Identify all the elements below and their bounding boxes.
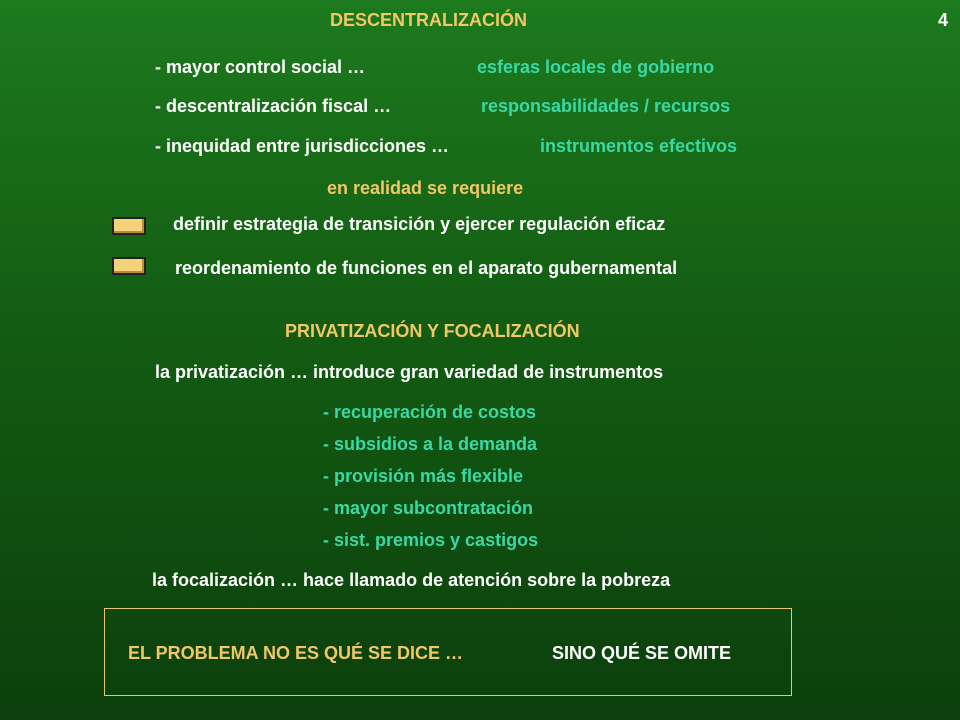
bullet-box-icon [112,217,146,235]
item-1-left: - mayor control social … [155,57,366,77]
bullet-box-icon [112,257,146,275]
instrument-4: - mayor subcontratación [323,498,534,518]
subheading-requiere: en realidad se requiere [327,178,524,198]
section-title-privatizacion: PRIVATIZACIÓN Y FOCALIZACIÓN [285,321,580,341]
item-3-right: instrumentos efectivos [540,136,738,156]
conclusion-part-2: SINO QUÉ SE OMITE [552,643,732,663]
instrument-5: - sist. premios y castigos [323,530,539,550]
conclusion-part-1: EL PROBLEMA NO ES QUÉ SE DICE … [128,643,464,663]
instrument-3: - provisión más flexible [323,466,524,486]
action-2: reordenamiento de funciones en el aparato gubernamental [175,258,678,278]
instrument-1: - recuperación de costos [323,402,537,422]
item-1-right: esferas locales de gobierno [477,57,715,77]
focalizacion-text: la focalización … hace llamado de atención sobre la pobreza [152,570,671,590]
item-2-right: responsabilidades / recursos [481,96,731,116]
section-title-descentralizacion: DESCENTRALIZACIÓN [330,10,527,30]
privatizacion-intro: la privatización … introduce gran variedad de instrumentos [155,362,664,382]
action-1: definir estrategia de transición y ejercer regulación eficaz [173,214,666,234]
page-number: 4 [938,10,949,30]
item-2-left: - descentralización fiscal … [155,96,392,116]
item-3-left: - inequidad entre jurisdicciones … [155,136,450,156]
instrument-2: - subsidios a la demanda [323,434,538,454]
